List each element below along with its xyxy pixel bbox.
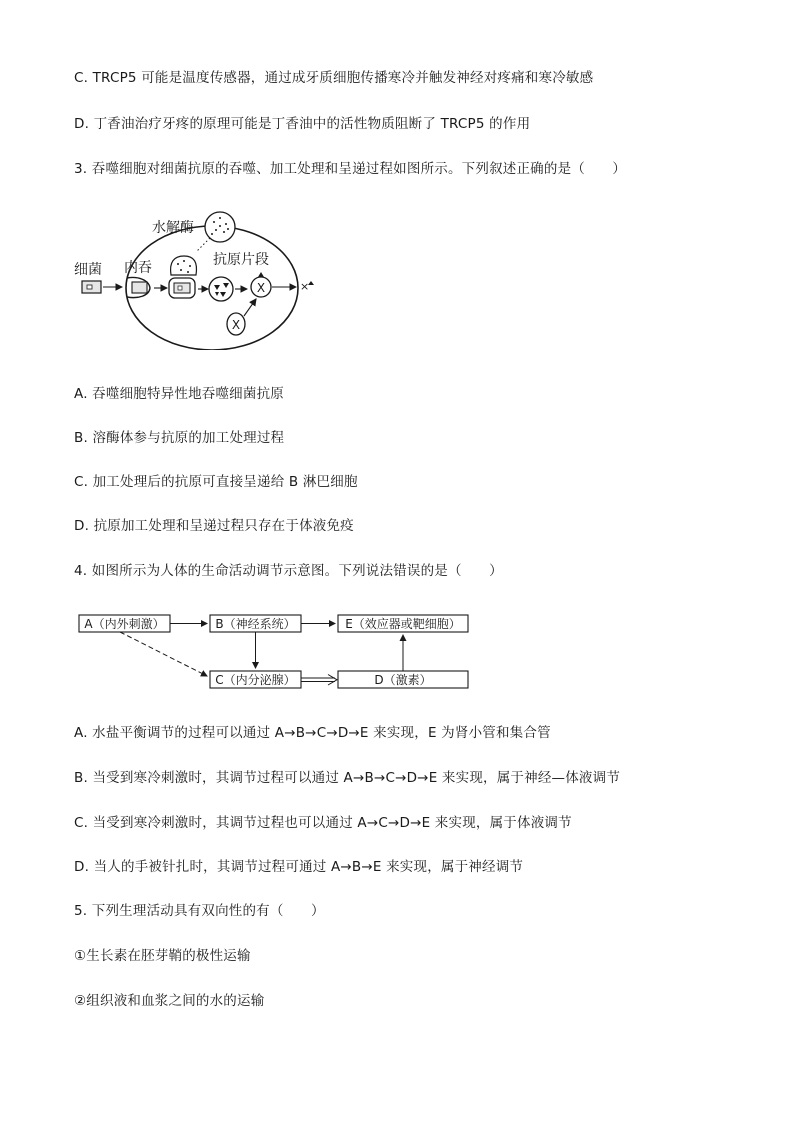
label-hydrolase: 水解酶 (152, 220, 194, 236)
box-a-label: A（内外刺激） (84, 617, 165, 631)
box-b-label: B（神经系统） (215, 617, 296, 631)
q4-option-b: B. 当受到寒冷刺激时，其调节过程可以通过 A→B→C→D→E 来实现，属于神经—体液调节 (74, 770, 621, 786)
box-e-label: E（效应器或靶细胞） (345, 617, 461, 631)
q3-stem: 3. 吞噬细胞对细菌抗原的吞噬、加工处理和呈递过程如图所示。下列叙述正确的是（ ） (74, 161, 627, 177)
q4-option-a: A. 水盐平衡调节的过程可以通过 A→B→C→D→E 来实现，E 为肾小管和集合管 (74, 725, 551, 741)
regulation-flow-diagram (76, 608, 476, 694)
fig3-x-label: X (231, 318, 241, 332)
q4-option-d: D. 当人的手被针扎时，其调节过程可通过 A→B→E 来实现，属于神经调节 (74, 859, 524, 875)
q4-stem: 4. 如图所示为人体的生命活动调节示意图。下列说法错误的是（ ） (74, 563, 503, 579)
q5-item-2: ②组织液和血浆之间的水的运输 (74, 993, 265, 1009)
q3-option-a: A. 吞噬细胞特异性地吞噬细菌抗原 (74, 386, 284, 402)
label-bacteria: 细菌 (74, 262, 102, 278)
label-endocytosis: 内吞 (124, 260, 152, 276)
enzyme-release-path (196, 238, 210, 252)
q2-option-d: D. 丁香油治疗牙疼的原理可能是丁香油中的活性物质阻断了 TRCP5 的作用 (74, 116, 531, 132)
box-c-label: C（内分泌腺） (215, 673, 296, 687)
q5-item-1: ①生长素在胚芽鞘的极性运输 (74, 948, 251, 964)
q3-option-b: B. 溶酶体参与抗原的加工处理过程 (74, 430, 285, 446)
fig3-x-complex-label: X (256, 281, 266, 295)
fusing-lysosome (171, 256, 197, 275)
q4-option-c: C. 当受到寒冷刺激时，其调节过程也可以通过 A→C→D→E 来实现，属于体液调节 (74, 815, 572, 831)
q3-option-d: D. 抗原加工处理和呈递过程只存在于体液免疫 (74, 518, 354, 534)
phagocyte-diagram (70, 200, 320, 350)
q3-option-c: C. 加工处理后的抗原可直接呈递给 B 淋巴细胞 (74, 474, 358, 490)
presented-antigen-mark: × (300, 280, 310, 293)
box-d-label: D（激素） (374, 673, 432, 687)
phagolysosome (209, 277, 233, 301)
q2-option-c: C. TRCP5 可能是温度传感器，通过成牙质细胞传播寒冷并触发神经对疼痛和寒冷敏感 (74, 70, 594, 86)
label-antigen-fragment: 抗原片段 (213, 252, 269, 268)
q5-stem: 5. 下列生理活动具有双向性的有（ ） (74, 903, 325, 919)
